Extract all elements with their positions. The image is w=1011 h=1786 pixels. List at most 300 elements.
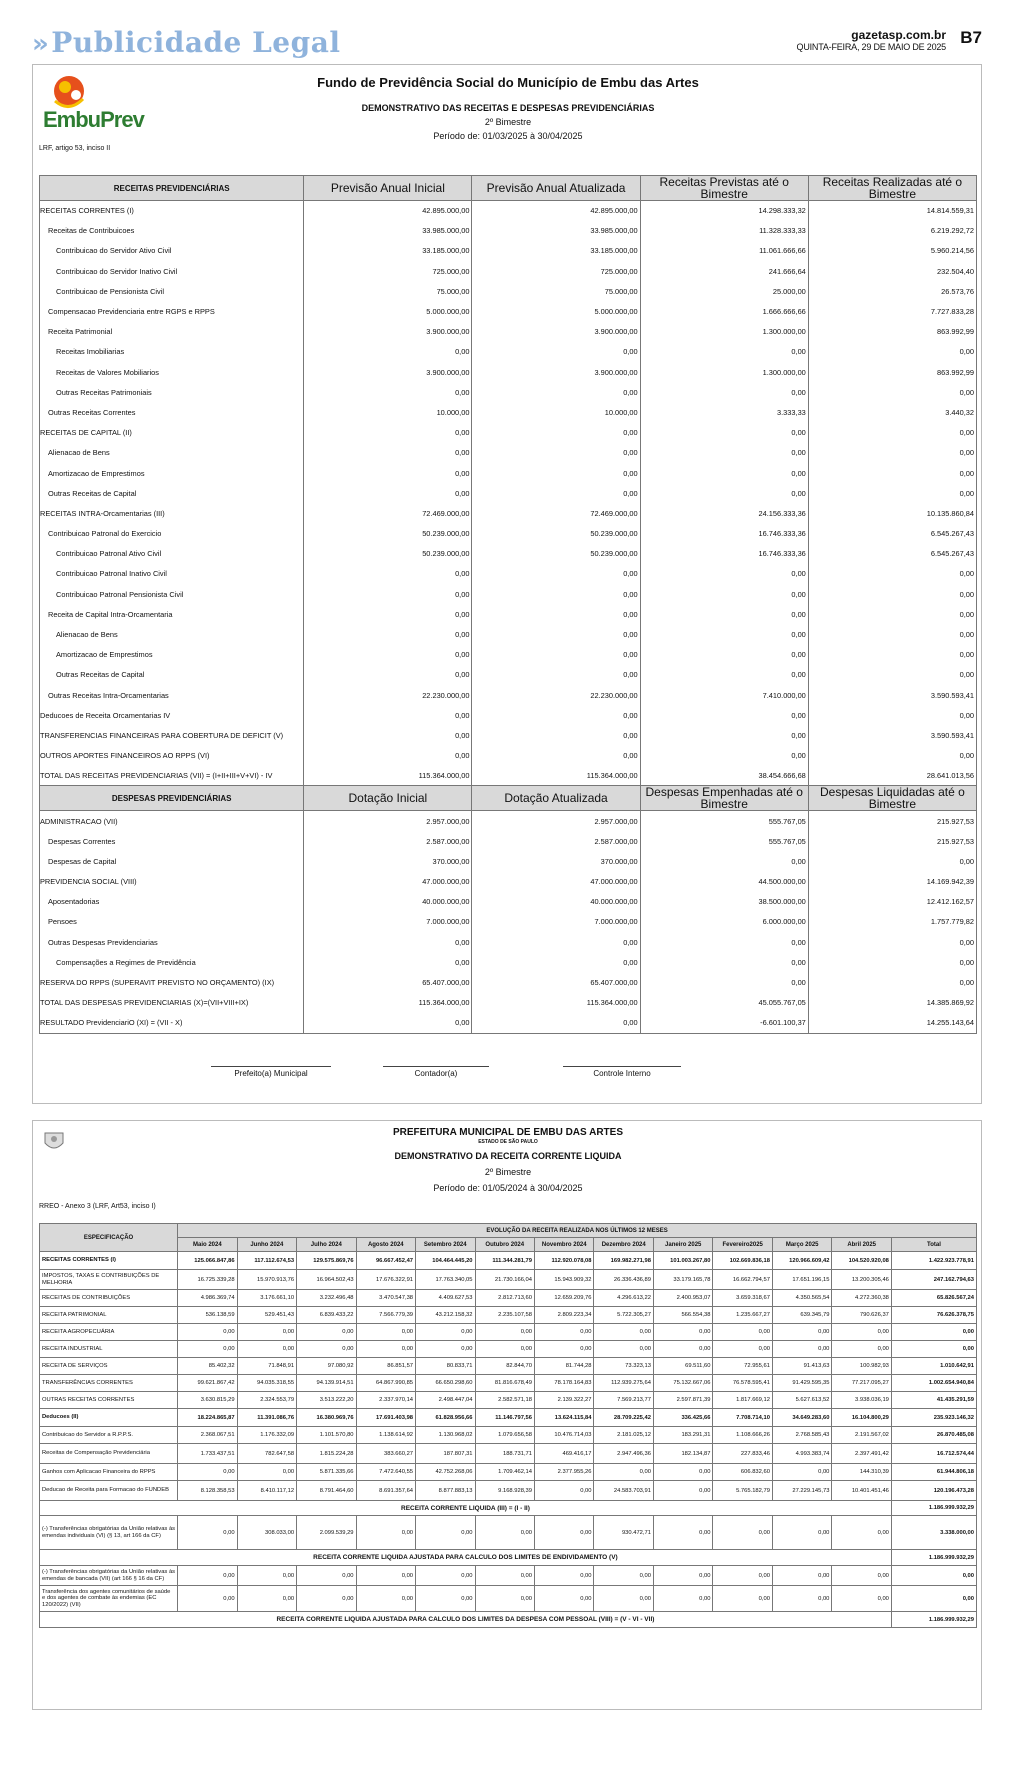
rcl-row-value: 0,00 [237, 1566, 296, 1586]
rcl-row-value: 7.566.779,39 [356, 1307, 415, 1324]
receitas-row [40, 725, 977, 745]
rcl-row-value: 8.128.358,53 [178, 1481, 237, 1501]
despesas-row-value: 0,00 [640, 851, 808, 871]
rcl-row-value: 0,00 [594, 1566, 653, 1586]
month-header: Julho 2024 [297, 1238, 356, 1252]
receitas-row-value: 0,00 [304, 463, 472, 483]
rcl-row-value: 0,00 [178, 1516, 237, 1550]
section-title: »Publicidade Legal [32, 26, 341, 59]
receitas-row-value: 0,00 [808, 483, 976, 503]
receitas-row-value: 0,00 [304, 423, 472, 443]
receitas-row-value: 10.000,00 [304, 402, 472, 422]
report2-state: ESTADO DE SÃO PAULO [478, 1139, 538, 1145]
receitas-row [40, 221, 977, 241]
rcl-total-label: RECEITA CORRENTE LIQUIDA AJUSTADA PARA CALCULO DOS LIMITES DE ENDIVIDAMENTO (V) [40, 1550, 892, 1566]
rcl-total-label: RECEITA CORRENTE LIQUIDA AJUSTADA PARA CALCULO DOS LIMITES DA DESPESA COM PESSOAL (VIII) = (V - VI - VII) [40, 1612, 892, 1628]
rcl-row-value: 0,00 [475, 1586, 534, 1612]
rcl-row-value: 0,00 [178, 1341, 237, 1358]
receitas-row-value: 50.239.000,00 [472, 524, 640, 544]
rcl-row-value: 69.511,60 [653, 1358, 712, 1375]
rcl-row-value: 77.217.095,27 [832, 1375, 891, 1392]
signature-prefeito: Prefeito(a) Municipal [211, 1066, 331, 1078]
receitas-row-label: Alienacao de Bens [40, 624, 304, 644]
rcl-row-value: 2.324.553,79 [237, 1392, 296, 1409]
rcl-row-value: 0,00 [891, 1341, 976, 1358]
despesas-row-value: 45.055.767,05 [640, 993, 808, 1013]
rcl-row-value: 16.964.502,43 [297, 1270, 356, 1290]
receitas-row-value: 22.230.000,00 [304, 685, 472, 705]
receitas-row [40, 746, 977, 766]
rcl-row-label: OUTRAS RECEITAS CORRENTES [40, 1392, 178, 1409]
rcl-row-value: 336.425,66 [653, 1409, 712, 1427]
rcl-row-value: 183.291,31 [653, 1427, 712, 1444]
receitas-row-value: 6.219.292,72 [808, 221, 976, 241]
receitas-row-label: Receita Patrimonial [40, 322, 304, 342]
despesas-row-value: 0,00 [640, 952, 808, 972]
rcl-row-value: 0,00 [594, 1324, 653, 1341]
despesas-row [40, 972, 977, 992]
rcl-row-label: Transferência dos agentes comunitários de saúde e dos agentes de combate às endemias (EC 120/2022) (VII) [40, 1586, 178, 1612]
rreo-reference: RREO - Anexo 3 (LRF, Art53, inciso I) [39, 1203, 156, 1210]
despesas-row [40, 892, 977, 912]
rcl-row-value: 1.079.656,58 [475, 1427, 534, 1444]
month-header: Junho 2024 [237, 1238, 296, 1252]
rcl-total-label: RECEITA CORRENTE LIQUIDA (III) = (I - II) [40, 1501, 892, 1516]
receitas-row-value: 0,00 [304, 705, 472, 725]
rcl-row-value: 0,00 [416, 1341, 475, 1358]
rcl-row-value: 18.224.865,87 [178, 1409, 237, 1427]
receitas-row-label: Outras Receitas Intra-Orcamentarias [40, 685, 304, 705]
rcl-row-value: 0,00 [891, 1566, 976, 1586]
rcl-row [40, 1341, 977, 1358]
rcl-row-value: 26.870.485,08 [891, 1427, 976, 1444]
rcl-row-value: 0,00 [356, 1341, 415, 1358]
rcl-row-value: 7.472.640,55 [356, 1464, 415, 1481]
receitas-row-value: 725.000,00 [472, 261, 640, 281]
receitas-row-label: Outras Receitas Correntes [40, 402, 304, 422]
month-header: Fevereiro2025 [713, 1238, 772, 1252]
receitas-row-value: 3.900.000,00 [472, 362, 640, 382]
rcl-row-label: Deducoes (II) [40, 1409, 178, 1427]
receitas-row-value: 0,00 [472, 423, 640, 443]
rcl-row-value: 4.993.383,74 [772, 1444, 831, 1464]
rcl-row-value: 0,00 [713, 1566, 772, 1586]
rcl-row-value: 42.752.268,06 [416, 1464, 475, 1481]
receitas-row-value: 33.185.000,00 [304, 241, 472, 261]
report2-periodo: Período de: 01/05/2024 à 30/04/2025 [433, 1183, 583, 1193]
receitas-row-value: 0,00 [640, 645, 808, 665]
receitas-row-label: Receita de Capital Intra-Orcamentaria [40, 604, 304, 624]
report-receitas-despesas-previdenciarias [32, 64, 982, 1104]
rcl-row-value: 2.947.496,36 [594, 1444, 653, 1464]
receitas-row-label: TOTAL DAS RECEITAS PREVIDENCIARIAS (VII) = (I+II+III+V+VI) - IV [40, 766, 304, 786]
receitas-row-value: 5.960.214,56 [808, 241, 976, 261]
rcl-row-value: 2.377.955,26 [535, 1464, 594, 1481]
despesas-row [40, 993, 977, 1013]
double-chevron-icon: » [32, 29, 50, 59]
rcl-row-value: 2.397.491,42 [832, 1444, 891, 1464]
rcl-row [40, 1427, 977, 1444]
receitas-row [40, 564, 977, 584]
rcl-row [40, 1307, 977, 1324]
despesas-row-value: 38.500.000,00 [640, 892, 808, 912]
despesas-row-value: 0,00 [304, 952, 472, 972]
report2-bimestre: 2º Bimestre [484, 1167, 532, 1177]
rcl-row-value: 5.871.335,66 [297, 1464, 356, 1481]
rcl-row-value: 104.520.920,08 [832, 1252, 891, 1270]
rcl-row-value: 4.272.360,38 [832, 1290, 891, 1307]
receitas-row-value: 0,00 [304, 483, 472, 503]
rcl-row-value: 3.513.222,20 [297, 1392, 356, 1409]
receitas-row-value: 75.000,00 [472, 281, 640, 301]
month-header: Total [891, 1238, 976, 1252]
receitas-row-value: 0,00 [304, 665, 472, 685]
receitas-row-value: 863.992,99 [808, 362, 976, 382]
rcl-row-label: (-) Transferências obrigatórias da União relativas às emendas individuais (VI) (§ 13, art 166 da CF) [40, 1516, 178, 1550]
col-previsao-inicial: Previsão Anual Inicial [304, 176, 472, 201]
receitas-row [40, 604, 977, 624]
despesas-row-value: 14.385.869,92 [808, 993, 976, 1013]
rcl-row-value: 790.626,37 [832, 1307, 891, 1324]
rcl-row-value: 536.138,59 [178, 1307, 237, 1324]
rcl-row-value: 0,00 [653, 1324, 712, 1341]
receitas-row [40, 301, 977, 321]
rcl-row-value: 0,00 [653, 1341, 712, 1358]
rcl-row-value: 0,00 [237, 1324, 296, 1341]
receitas-row-value: 0,00 [472, 604, 640, 624]
rcl-row-value: 0,00 [832, 1516, 891, 1550]
rcl-row-label: RECEITAS CORRENTES (I) [40, 1252, 178, 1270]
month-header: Novembro 2024 [535, 1238, 594, 1252]
receitas-row-value: 0,00 [640, 564, 808, 584]
rcl-row-value: 0,00 [653, 1566, 712, 1586]
receitas-row-value: 3.900.000,00 [304, 322, 472, 342]
rcl-row-label: Ganhos com Aplicacao Financeira do RPPS [40, 1464, 178, 1481]
receitas-row [40, 503, 977, 523]
receitas-row-value: 26.573,76 [808, 281, 976, 301]
rcl-row-value: 3.938.036,19 [832, 1392, 891, 1409]
rcl-row-value: 120.196.473,28 [891, 1481, 976, 1501]
receitas-row-value: 6.545.267,43 [808, 524, 976, 544]
rcl-row-value: 13.200.305,46 [832, 1270, 891, 1290]
rcl-row-value: 0,00 [713, 1516, 772, 1550]
despesas-row-value: 2.587.000,00 [304, 831, 472, 851]
rcl-row-value: 4.296.613,22 [594, 1290, 653, 1307]
rcl-row-value: 96.667.452,47 [356, 1252, 415, 1270]
despesas-row [40, 872, 977, 892]
rcl-row-value: 66.650.298,60 [416, 1375, 475, 1392]
col-receitas-realizadas: Receitas Realizadas até o Bimestre [808, 176, 976, 201]
receitas-row-label: Outras Receitas de Capital [40, 665, 304, 685]
page-header [32, 26, 982, 62]
rcl-row-label: Receitas de Compensação Previdenciária [40, 1444, 178, 1464]
rcl-row-value: 0,00 [713, 1341, 772, 1358]
receitas-row [40, 402, 977, 422]
receitas-row [40, 281, 977, 301]
rcl-row-value: 0,00 [237, 1341, 296, 1358]
report-receita-corrente-liquida [32, 1120, 982, 1710]
receitas-row [40, 382, 977, 402]
rcl-row-value: 227.833,46 [713, 1444, 772, 1464]
despesas-row-value: 0,00 [472, 952, 640, 972]
page-number: B7 [960, 28, 982, 47]
despesas-row-value: 0,00 [808, 851, 976, 871]
rcl-row-value: 606.832,60 [713, 1464, 772, 1481]
rcl-row-value: 16.712.574,44 [891, 1444, 976, 1464]
rcl-row-value: 24.583.703,91 [594, 1481, 653, 1501]
receitas-row-value: 0,00 [472, 725, 640, 745]
receitas-row-label: Contribuicao Patronal Inativo Civil [40, 564, 304, 584]
receitas-row-value: 115.364.000,00 [304, 766, 472, 786]
rcl-row-value: 11.146.797,56 [475, 1409, 534, 1427]
rcl-row-label: RECEITA DE SERVIÇOS [40, 1358, 178, 1375]
despesas-row-value: 1.757.779,82 [808, 912, 976, 932]
despesas-row-label: Compensações a Regimes de Previdência [40, 952, 304, 972]
rcl-row-value: 111.344.281,79 [475, 1252, 534, 1270]
rcl-row-value: 0,00 [356, 1586, 415, 1612]
rcl-row-value: 0,00 [475, 1566, 534, 1586]
rcl-row-value: 2.597.871,39 [653, 1392, 712, 1409]
despesas-row-value: 0,00 [640, 932, 808, 952]
rcl-row-value: 0,00 [356, 1516, 415, 1550]
despesas-body [40, 811, 977, 1033]
receitas-row [40, 524, 977, 544]
rcl-row-value: 16.380.969,76 [297, 1409, 356, 1427]
rcl-row-value: 0,00 [416, 1586, 475, 1612]
rcl-row-value: 1.176.332,09 [237, 1427, 296, 1444]
report-title: Fundo de Previdência Social do Município de Embu das Artes [317, 75, 699, 90]
rcl-row-value: 16.725.339,28 [178, 1270, 237, 1290]
rcl-row-value: 8.877.883,13 [416, 1481, 475, 1501]
receitas-row-value: 115.364.000,00 [472, 766, 640, 786]
receitas-row-value: 0,00 [472, 705, 640, 725]
rcl-row-value: 76.626.378,75 [891, 1307, 976, 1324]
report2-title: PREFEITURA MUNICIPAL DE EMBU DAS ARTES [392, 1127, 623, 1138]
rcl-row-value: 383.660,27 [356, 1444, 415, 1464]
despesas-row-value: -6.601.100,37 [640, 1013, 808, 1033]
site-url[interactable]: gazetasp.com.br [851, 28, 946, 42]
receitas-row-value: 0,00 [304, 443, 472, 463]
rcl-row-value: 80.833,71 [416, 1358, 475, 1375]
rcl-row-value: 0,00 [713, 1586, 772, 1612]
receitas-row-value: 0,00 [472, 443, 640, 463]
month-header: Maio 2024 [178, 1238, 237, 1252]
months-row [40, 1238, 977, 1252]
rcl-row-value: 469.416,17 [535, 1444, 594, 1464]
receitas-row [40, 362, 977, 382]
rcl-row-value: 102.669.836,18 [713, 1252, 772, 1270]
rcl-row-value: 5.722.305,27 [594, 1307, 653, 1324]
rcl-row-value: 16.104.800,29 [832, 1409, 891, 1427]
rcl-row-value: 0,00 [535, 1341, 594, 1358]
rcl-row-value: 7.708.714,10 [713, 1409, 772, 1427]
rcl-row-value: 78.178.164,83 [535, 1375, 594, 1392]
rcl-row-value: 0,00 [772, 1586, 831, 1612]
rcl-row-value: 2.368.067,51 [178, 1427, 237, 1444]
receitas-row-value: 0,00 [808, 746, 976, 766]
receitas-row-label: Amortizacao de Emprestimos [40, 463, 304, 483]
rcl-row-value: 17.763.340,05 [416, 1270, 475, 1290]
rcl-row-value: 3.176.661,10 [237, 1290, 296, 1307]
receitas-row-label: Deducoes de Receita Orcamentarias IV [40, 705, 304, 725]
despesas-row-value: 215.927,53 [808, 831, 976, 851]
receitas-row-label: TRANSFERENCIAS FINANCEIRAS PARA COBERTURA DE DEFICIT (V) [40, 725, 304, 745]
receitas-row-label: Contribuicao Patronal do Exercicio [40, 524, 304, 544]
rcl-row-value: 26.336.436,89 [594, 1270, 653, 1290]
receitas-row-value: 0,00 [304, 624, 472, 644]
rcl-row-value: 0,00 [772, 1516, 831, 1550]
receitas-row-value: 3.900.000,00 [472, 322, 640, 342]
receitas-row-value: 22.230.000,00 [472, 685, 640, 705]
receitas-header-label: RECEITAS PREVIDENCIÁRIAS [40, 176, 304, 201]
receitas-row-value: 72.469.000,00 [304, 503, 472, 523]
rcl-row-value: 86.851,57 [356, 1358, 415, 1375]
rcl-row-value: 6.839.433,22 [297, 1307, 356, 1324]
rcl-row-value: 0,00 [772, 1341, 831, 1358]
rcl-row-value: 0,00 [535, 1566, 594, 1586]
rcl-row-value: 91.429.595,35 [772, 1375, 831, 1392]
receitas-row-value: 0,00 [808, 645, 976, 665]
rcl-header-row [40, 1224, 977, 1238]
receitas-row-label: RECEITAS DE CAPITAL (II) [40, 423, 304, 443]
receitas-row-value: 42.895.000,00 [304, 201, 472, 221]
rcl-row-value: 0,00 [594, 1586, 653, 1612]
rcl-row-value: 8.791.464,60 [297, 1481, 356, 1501]
receitas-row-value: 0,00 [472, 342, 640, 362]
rcl-row-value: 10.401.451,46 [832, 1481, 891, 1501]
col-dotacao-inicial: Dotação Inicial [304, 786, 472, 811]
receitas-row-value: 7.727.833,28 [808, 301, 976, 321]
receitas-row-value: 0,00 [640, 624, 808, 644]
rcl-row-value: 2.337.970,14 [356, 1392, 415, 1409]
rcl-row-value: 112.939.275,64 [594, 1375, 653, 1392]
rcl-row-value: 0,00 [535, 1516, 594, 1550]
rcl-table [39, 1223, 977, 1628]
rcl-total-row [40, 1550, 977, 1566]
rcl-row-value: 2.809.223,34 [535, 1307, 594, 1324]
receitas-row-value: 0,00 [304, 342, 472, 362]
rcl-row-value: 21.730.166,04 [475, 1270, 534, 1290]
rcl-row-value: 1.138.614,92 [356, 1427, 415, 1444]
rcl-row-value: 639.345,79 [772, 1307, 831, 1324]
rcl-total-value: 1.186.999.932,29 [891, 1501, 976, 1516]
rcl-row-value: 3.470.547,38 [356, 1290, 415, 1307]
receitas-row-label: Receitas Imobiliarias [40, 342, 304, 362]
evolucao-header: EVOLUÇÃO DA RECEITA REALIZADA NOS ÚLTIMOS 12 MESES [178, 1224, 977, 1238]
rcl-row-label: (-) Transferências obrigatórias da União relativas às emendas de bancada (VII) (art 166 § 16 da CF) [40, 1566, 178, 1586]
receitas-row-value: 0,00 [640, 382, 808, 402]
receitas-row-value: 0,00 [808, 423, 976, 443]
receitas-row-value: 3.900.000,00 [304, 362, 472, 382]
rcl-row-value: 4.986.369,74 [178, 1290, 237, 1307]
month-header: Outubro 2024 [475, 1238, 534, 1252]
despesas-row-value: 65.407.000,00 [304, 972, 472, 992]
receitas-row-label: Outras Receitas Patrimoniais [40, 382, 304, 402]
despesas-row-value: 0,00 [808, 972, 976, 992]
despesas-row-value: 65.407.000,00 [472, 972, 640, 992]
rcl-row-value: 782.647,58 [237, 1444, 296, 1464]
rcl-row-value: 0,00 [297, 1566, 356, 1586]
receitas-row-value: 5.000.000,00 [472, 301, 640, 321]
rcl-row-value: 1.733.437,51 [178, 1444, 237, 1464]
rcl-row-value: 2.498.447,04 [416, 1392, 475, 1409]
rcl-row [40, 1375, 977, 1392]
rcl-row [40, 1270, 977, 1290]
rcl-row-value: 85.402,32 [178, 1358, 237, 1375]
receitas-row-value: 0,00 [808, 705, 976, 725]
rcl-row-value: 0,00 [832, 1341, 891, 1358]
receitas-row-value: 0,00 [808, 463, 976, 483]
rcl-row-value: 129.575.869,76 [297, 1252, 356, 1270]
rcl-row-label: Contribuicao do Servidor a R.P.P.S. [40, 1427, 178, 1444]
report-periodo: Período de: 01/03/2025 à 30/04/2025 [433, 131, 583, 141]
rcl-row-value: 1.130.968,02 [416, 1427, 475, 1444]
receitas-body [40, 201, 977, 786]
receitas-row-value: 0,00 [304, 604, 472, 624]
receitas-row-value: 38.454.666,68 [640, 766, 808, 786]
rcl-row-value: 17.691.403,98 [356, 1409, 415, 1427]
receitas-row [40, 705, 977, 725]
receitas-row-value: 0,00 [640, 604, 808, 624]
receitas-row-value: 0,00 [304, 584, 472, 604]
rcl-row-label: RECEITA PATRIMONIAL [40, 1307, 178, 1324]
rcl-row-value: 0,00 [356, 1566, 415, 1586]
despesas-row-label: PREVIDENCIA SOCIAL (VIII) [40, 872, 304, 892]
despesas-row-label: ADMINISTRACAO (VII) [40, 811, 304, 831]
rcl-row-value: 0,00 [475, 1341, 534, 1358]
receitas-row-value: 241.666,64 [640, 261, 808, 281]
rcl-row-value: 5.627.613,52 [772, 1392, 831, 1409]
rcl-row-value: 1.010.642,91 [891, 1358, 976, 1375]
receitas-row-value: 11.328.333,33 [640, 221, 808, 241]
rcl-row-label: RECEITAS DE CONTRIBUIÇÕES [40, 1290, 178, 1307]
rcl-row-value: 0,00 [832, 1586, 891, 1612]
rcl-row-value: 120.966.609,42 [772, 1252, 831, 1270]
receitas-row-value: 7.410.000,00 [640, 685, 808, 705]
rcl-row-value: 1.709.462,14 [475, 1464, 534, 1481]
rcl-row-label: RECEITA AGROPECUÁRIA [40, 1324, 178, 1341]
rcl-row-value: 17.651.196,15 [772, 1270, 831, 1290]
publication-date: QUINTA-FEIRA, 29 DE MAIO DE 2025 [796, 42, 946, 52]
rcl-row-value: 144.310,39 [832, 1464, 891, 1481]
receitas-row-value: 50.239.000,00 [472, 544, 640, 564]
despesas-row-label: Outras Despesas Previdenciarias [40, 932, 304, 952]
receitas-row [40, 261, 977, 281]
rcl-row-value: 5.765.182,79 [713, 1481, 772, 1501]
report-bimestre: 2º Bimestre [484, 117, 532, 127]
rcl-row-value: 3.630.815,29 [178, 1392, 237, 1409]
despesas-row-value: 2.957.000,00 [472, 811, 640, 831]
rcl-row-value: 15.970.913,76 [237, 1270, 296, 1290]
rcl-row-value: 73.323,13 [594, 1358, 653, 1375]
rcl-row-value: 247.162.794,63 [891, 1270, 976, 1290]
receitas-row-value: 0,00 [472, 463, 640, 483]
receitas-row-value: 0,00 [472, 584, 640, 604]
rcl-row-value: 188.731,71 [475, 1444, 534, 1464]
rcl-row-value: 0,00 [356, 1324, 415, 1341]
rcl-row-value: 0,00 [297, 1586, 356, 1612]
rcl-row-value: 2.400.953,07 [653, 1290, 712, 1307]
receitas-row-value: 72.469.000,00 [472, 503, 640, 523]
lrf-reference: LRF, artigo 53, inciso II [39, 145, 111, 152]
despesas-row-value: 7.000.000,00 [304, 912, 472, 932]
rcl-row-value: 4.409.627,53 [416, 1290, 475, 1307]
rcl-row-value: 8.691.357,64 [356, 1481, 415, 1501]
despesas-row-value: 7.000.000,00 [472, 912, 640, 932]
receitas-row-label: Receitas de Valores Mobiliarios [40, 362, 304, 382]
rcl-row-value: 104.464.445,20 [416, 1252, 475, 1270]
despesas-row-value: 0,00 [808, 952, 976, 972]
